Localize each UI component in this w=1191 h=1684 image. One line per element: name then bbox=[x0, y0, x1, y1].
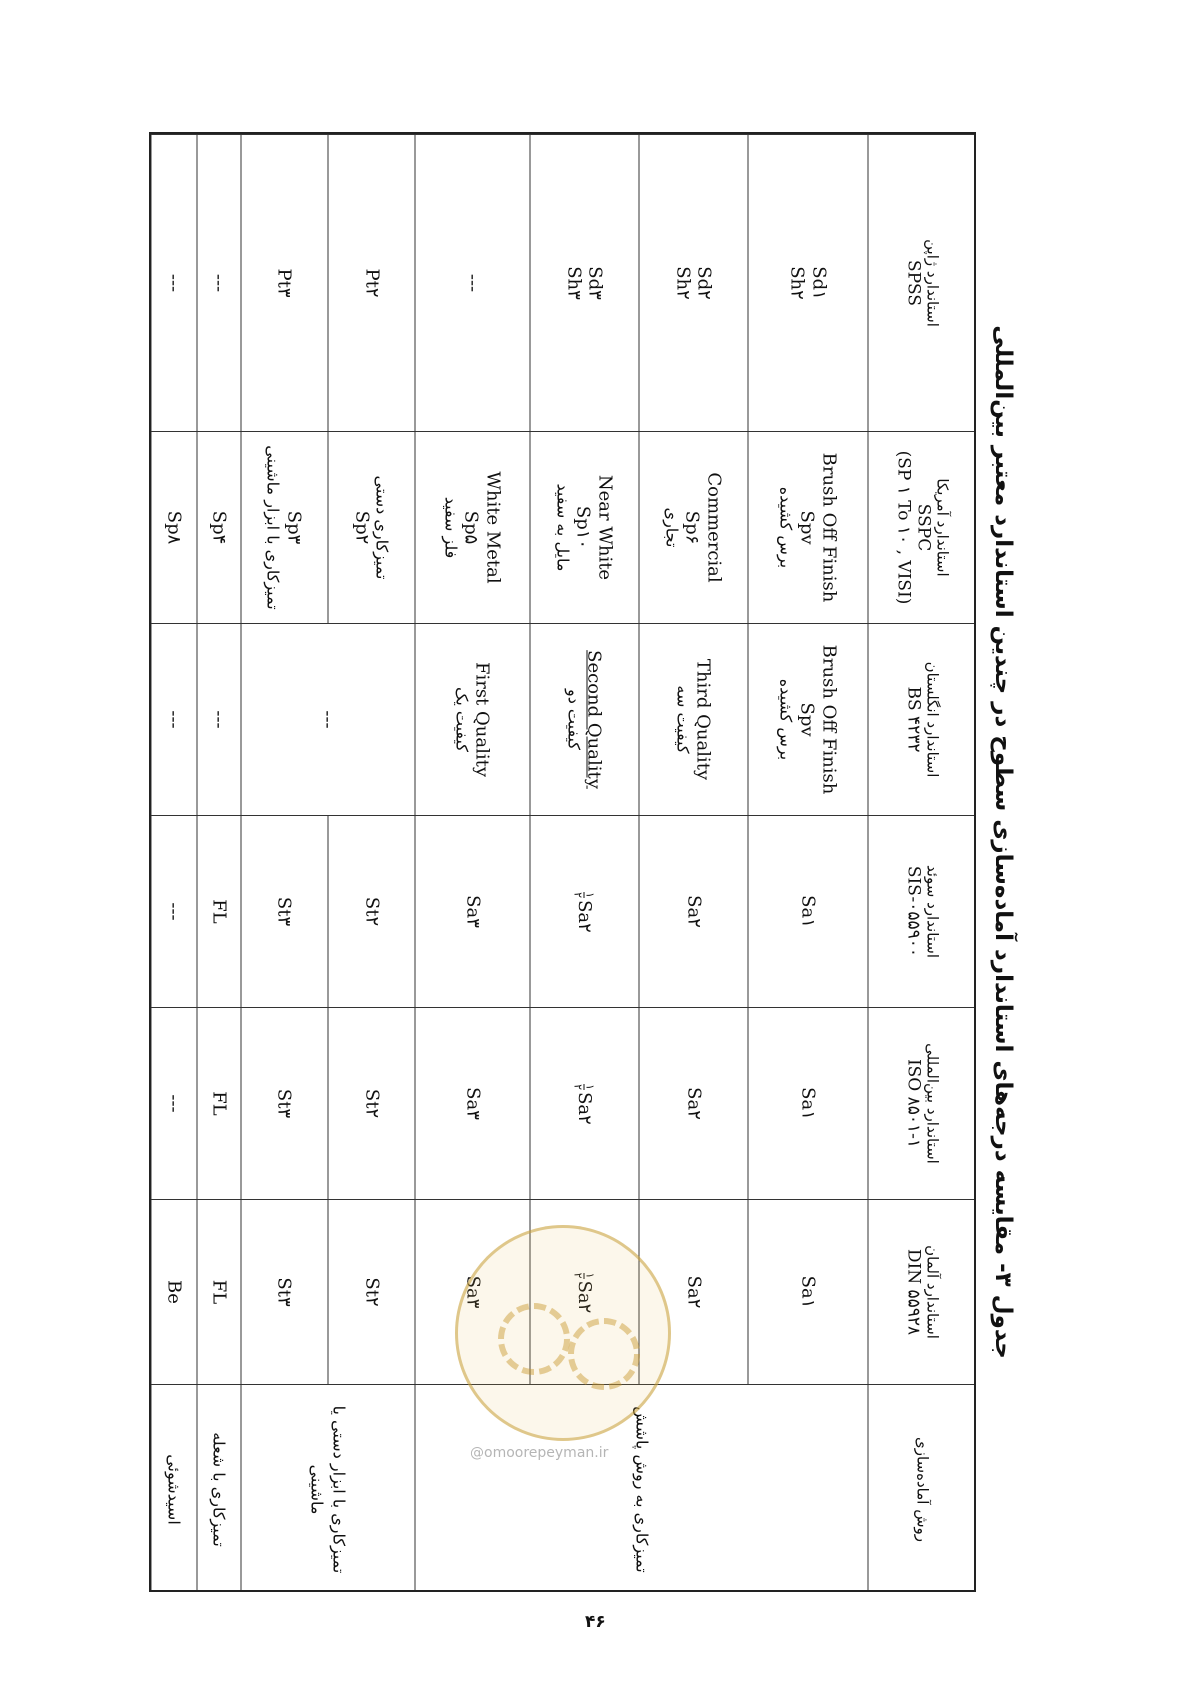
cell-iso: FL bbox=[197, 1008, 241, 1200]
cell-spss: --- bbox=[197, 135, 241, 432]
cell-bs: --- bbox=[151, 624, 197, 816]
cell-spss: --- bbox=[151, 135, 197, 432]
cell-din: Sa۲ bbox=[639, 1200, 748, 1385]
table-row bbox=[415, 135, 530, 1593]
cell-iso: Sa۱ bbox=[748, 1008, 868, 1200]
cell-sspc: Brush Off Finish Spv برس کشیده bbox=[748, 432, 868, 624]
fraction: ۱ ۲ bbox=[571, 1084, 597, 1091]
table-row bbox=[328, 135, 415, 1593]
comparison-table-frame bbox=[149, 132, 976, 1592]
method-hand-machine-cleaning: تمیزکاری با ابزار دستی یا ماشینی bbox=[241, 1385, 416, 1593]
cell-iso: --- bbox=[151, 1008, 197, 1200]
method-pickling: اسیدشوئی bbox=[151, 1385, 197, 1593]
cell-spss: Sd۱ Sh۲ bbox=[748, 135, 868, 432]
cell-din: Sa۲ ۱ ۲ bbox=[530, 1200, 639, 1385]
table-row bbox=[197, 135, 241, 1593]
cell-iso: Sa۳ bbox=[415, 1008, 530, 1200]
fraction: ۱ ۲ bbox=[571, 1272, 597, 1279]
cell-spss: Sd۲ Sh۲ bbox=[639, 135, 748, 432]
cell-din: Sa۳ bbox=[415, 1200, 530, 1385]
cell-bs: --- bbox=[197, 624, 241, 816]
header-method: روش آماده‌سازی bbox=[868, 1385, 976, 1593]
cell-spss: --- bbox=[415, 135, 530, 432]
cell-spss: Pt۳ bbox=[241, 135, 328, 432]
page-title: جدول ۳- مقایسه درجه‌های استاندارد آماده‌سازی سطوح در چندین استاندارد معتبر بین‌المللی bbox=[990, 325, 1016, 1359]
cell-din: St۲ bbox=[328, 1200, 415, 1385]
method-flame-cleaning: تمیزکاری با شعله bbox=[197, 1385, 241, 1593]
cell-din: St۳ bbox=[241, 1200, 328, 1385]
cell-bs: --- bbox=[241, 624, 416, 816]
cell-spss: Pt۲ bbox=[328, 135, 415, 432]
cell-sspc: Sp۴ bbox=[197, 432, 241, 624]
cell-bs: Third Quality کیفیت سه bbox=[639, 624, 748, 816]
cell-din: FL bbox=[197, 1200, 241, 1385]
cell-sis: Sa۳ bbox=[415, 816, 530, 1008]
cell-sis: Sa۲ bbox=[639, 816, 748, 1008]
cell-sis: --- bbox=[151, 816, 197, 1008]
cell-sis: Sa۲ ۱ ۲ bbox=[530, 816, 639, 1008]
cell-sis: St۳ bbox=[241, 816, 328, 1008]
header-japan: استاندارد ژاپن SPSS bbox=[868, 135, 976, 432]
cell-sspc: تمیزکاری دستی Sp۲ bbox=[328, 432, 415, 624]
header-british: استاندارد انگلستان BS ۴۲۳۲ bbox=[868, 624, 976, 816]
rotated-table-container bbox=[151, 134, 977, 1592]
cell-bs: First Quality کیفیت یک bbox=[415, 624, 530, 816]
cell-sspc: Sp۸ bbox=[151, 432, 197, 624]
cell-bs: Brush Off Finish Spv برس کشیده bbox=[748, 624, 868, 816]
cell-sspc: Near White Sp۱۰ مایل به سفید bbox=[530, 432, 639, 624]
cell-sspc: Commercial Sp۶ تجاری bbox=[639, 432, 748, 624]
surface-preparation-comparison-table bbox=[151, 134, 977, 1592]
cell-iso: Sa۲ bbox=[639, 1008, 748, 1200]
cell-sis: FL bbox=[197, 816, 241, 1008]
cell-iso: St۲ bbox=[328, 1008, 415, 1200]
method-blast-cleaning: تمیزکاری به روش پاشش bbox=[415, 1385, 868, 1593]
header-german: استاندارد آلمان DIN ۵۵۹۲۸ bbox=[868, 1200, 976, 1385]
table-row bbox=[639, 135, 748, 1593]
watermark-url: @omoorepeyman.ir bbox=[470, 1445, 609, 1461]
header-swedish: استاندارد سوئد SIS-۰۵۵۹۰۰ bbox=[868, 816, 976, 1008]
cell-sspc: White Metal Sp۵ فلز سفید bbox=[415, 432, 530, 624]
table-row bbox=[151, 135, 197, 1593]
cell-spss: Sd۳ Sh۳ bbox=[530, 135, 639, 432]
cell-iso: St۳ bbox=[241, 1008, 328, 1200]
cell-sspc: Sp۳ تمیزکاری با ابزار ماشینی bbox=[241, 432, 328, 624]
cell-bs: Second Quality کیفیت دو bbox=[530, 624, 639, 816]
table-header-row bbox=[868, 135, 976, 1593]
cell-sis: Sa۱ bbox=[748, 816, 868, 1008]
page-number: ۴۶ bbox=[585, 1612, 606, 1632]
table-row bbox=[241, 135, 328, 1593]
header-iso: استاندارد بین‌المللی ISO ۸۵۰۱-۱ bbox=[868, 1008, 976, 1200]
table-row bbox=[530, 135, 639, 1593]
table-row bbox=[748, 135, 868, 1593]
header-american: استاندارد آمریکا SSPC (SP ۱ To ۱۰ , VISI) bbox=[868, 432, 976, 624]
fraction: ۱ ۲ bbox=[571, 892, 597, 899]
cell-iso: Sa۲ ۱ ۲ bbox=[530, 1008, 639, 1200]
cell-sis: St۲ bbox=[328, 816, 415, 1008]
cell-din: Sa۱ bbox=[748, 1200, 868, 1385]
cell-din: Be bbox=[151, 1200, 197, 1385]
